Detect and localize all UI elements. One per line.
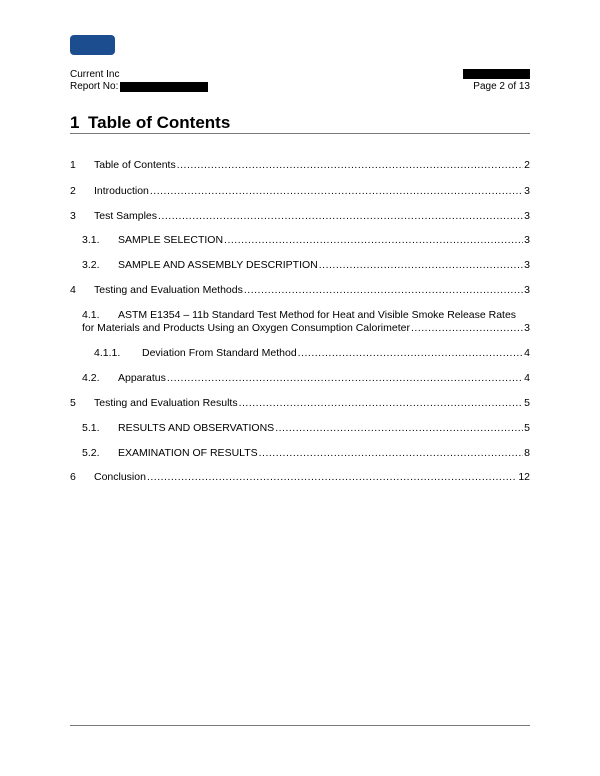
toc-entry[interactable]	[70, 159, 530, 172]
toc-leader	[224, 234, 523, 247]
toc-leader	[147, 471, 517, 484]
toc-number: 6	[70, 471, 76, 483]
toc-entry[interactable]	[82, 259, 530, 272]
toc-title-line2: for Materials and Products Using an Oxygen Consumption Calorimeter	[82, 322, 410, 334]
toc-leader	[298, 347, 523, 360]
toc-page: 3	[524, 322, 530, 334]
toc-page: 8	[524, 447, 530, 459]
toc-page: 4	[524, 347, 530, 359]
footer-divider	[70, 725, 530, 726]
toc-number: 1	[70, 159, 76, 171]
toc-entry[interactable]	[70, 284, 530, 297]
toc-title: Introduction	[94, 185, 149, 197]
toc-entry[interactable]	[82, 422, 530, 435]
toc-title: SAMPLE SELECTION	[118, 234, 224, 246]
page-title	[70, 112, 230, 134]
toc-leader	[259, 447, 524, 460]
toc-title-line1: ASTM E1354 – 11b Standard Test Method for Heat and Visible Smoke Release Rates	[118, 309, 517, 321]
header-right	[463, 69, 530, 93]
toc-title: SAMPLE AND ASSEMBLY DESCRIPTION	[118, 259, 318, 271]
toc-number: 4	[70, 284, 76, 296]
toc-leader	[244, 284, 523, 297]
toc-number: 4.1.1.	[94, 347, 121, 359]
toc-number: 3	[70, 210, 76, 222]
toc-entry[interactable]	[82, 309, 530, 335]
toc-page: 3	[524, 210, 530, 222]
title-divider	[70, 133, 530, 134]
toc-number: 4.2.	[82, 372, 100, 384]
redacted-header-field	[463, 69, 530, 79]
redacted-report-number	[120, 82, 208, 92]
toc-number: 5.2.	[82, 447, 100, 459]
toc-leader	[239, 397, 524, 410]
toc-title: EXAMINATION OF RESULTS	[118, 447, 258, 459]
toc-page: 12	[518, 471, 530, 483]
toc-page: 3	[524, 185, 530, 197]
toc-leader	[275, 422, 523, 435]
toc-number: 5.1.	[82, 422, 100, 434]
toc-title: Test Samples	[94, 210, 158, 222]
toc-entry[interactable]	[82, 447, 530, 460]
toc-entry[interactable]	[70, 471, 530, 484]
toc-title: Apparatus	[118, 372, 166, 384]
toc-leader	[167, 372, 523, 385]
page-number: Page 2 of 13	[473, 81, 530, 92]
toc-entry[interactable]	[70, 210, 530, 223]
toc-number: 5	[70, 397, 76, 409]
toc-entry[interactable]	[70, 397, 530, 410]
toc-title: Testing and Evaluation Results	[94, 397, 238, 409]
report-number-label: Report No:	[70, 81, 119, 92]
company-name: Current Inc	[70, 69, 120, 80]
toc-page: 3	[524, 259, 530, 271]
toc-page: 5	[524, 422, 530, 434]
toc-page: 2	[524, 159, 530, 171]
toc-entry[interactable]	[70, 185, 530, 198]
toc-page: 3	[524, 284, 530, 296]
toc-entry[interactable]	[82, 372, 530, 385]
toc-title: RESULTS AND OBSERVATIONS	[118, 422, 275, 434]
report-number-line	[70, 81, 208, 93]
toc-title: Testing and Evaluation Methods	[94, 284, 243, 296]
toc-title: Table of Contents	[94, 159, 176, 171]
toc-title: Deviation From Standard Method	[142, 347, 297, 359]
toc-entry[interactable]	[94, 347, 530, 360]
toc-number: 3.2.	[82, 259, 100, 271]
toc-leader	[158, 210, 523, 223]
toc-number: 3.1.	[82, 234, 100, 246]
toc-number: 2	[70, 185, 76, 197]
header-left	[70, 69, 208, 93]
toc-leader	[411, 322, 523, 335]
toc-title: Conclusion	[94, 471, 146, 483]
toc-page: 5	[524, 397, 530, 409]
toc-entry[interactable]	[82, 234, 530, 247]
toc-leader	[177, 159, 523, 172]
section-title: Table of Contents	[88, 113, 231, 132]
toc-leader	[319, 259, 523, 272]
toc-page: 4	[524, 372, 530, 384]
company-logo	[70, 35, 115, 55]
section-number: 1	[70, 113, 80, 132]
toc-number: 4.1.	[82, 309, 100, 321]
toc-leader	[150, 185, 523, 198]
toc-page: 3	[524, 234, 530, 246]
